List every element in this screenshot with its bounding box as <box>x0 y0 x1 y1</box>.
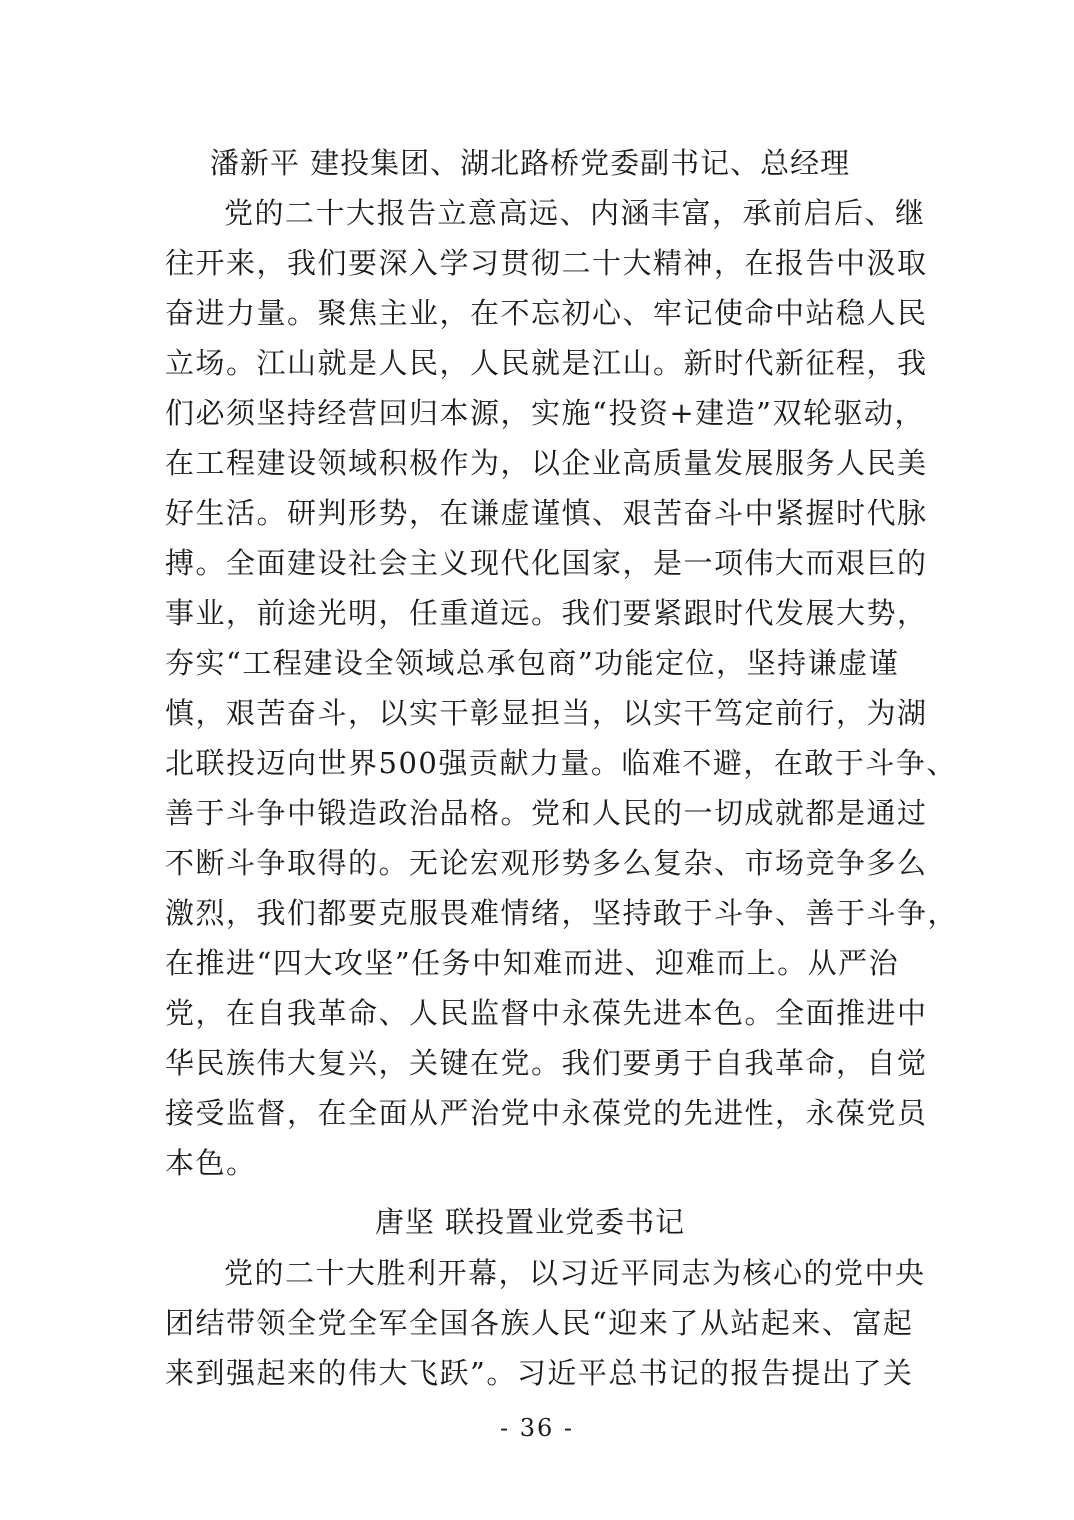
section-heading-tang-jian: 唐坚 联投置业党委书记 <box>374 1205 686 1239</box>
paragraph-line: 党的二十大报告立意高远、内涵丰富，承前启后、继 <box>224 196 926 230</box>
paragraph-line: 好生活。研判形势，在谦虚谨慎、艰苦奋斗中紧握时代脉 <box>165 496 928 530</box>
paragraph-line: 慎，艰苦奋斗，以实干彰显担当，以实干笃定前行，为湖 <box>165 696 928 730</box>
paragraph-line: 们必须坚持经营回归本源，实施“投资+建造”双轮驱动， <box>165 396 925 430</box>
paragraph-line: 奋进力量。聚焦主业，在不忘初心、牢记使命中站稳人民 <box>165 296 928 330</box>
paragraph-line: 立场。江山就是人民，人民就是江山。新时代新征程，我 <box>165 346 928 380</box>
paragraph-line: 党，在自我革命、人民监督中永葆先进本色。全面推进中 <box>165 996 928 1030</box>
paragraph-line: 在推进“四大攻坚”任务中知难而进、迎难而上。从严治 <box>165 946 900 980</box>
paragraph-line: 党的二十大胜利开幕，以习近平同志为核心的党中央 <box>224 1256 926 1290</box>
paragraph-line: 来到强起来的伟大飞跃”。习近平总书记的报告提出了关 <box>165 1356 914 1390</box>
paragraph-line: 搏。全面建设社会主义现代化国家，是一项伟大而艰巨的 <box>165 546 928 580</box>
page-number: - 36 - <box>499 1414 574 1442</box>
paragraph-line: 夯实“工程建设全领域总承包商”功能定位，坚持谦虚谨 <box>165 646 900 680</box>
paragraph-line: 激烈，我们都要克服畏难情绪，坚持敢于斗争、善于斗争， <box>165 896 959 930</box>
paragraph-line: 善于斗争中锻造政治品格。党和人民的一切成就都是通过 <box>165 796 928 830</box>
paragraph-line: 华民族伟大复兴，关键在党。我们要勇于自我革命，自觉 <box>165 1046 928 1080</box>
section-heading-pan-xinping: 潘新平 建投集团、湖北路桥党委副书记、总经理 <box>209 146 851 180</box>
paragraph-line: 事业，前途光明，任重道远。我们要紧跟时代发展大势， <box>165 596 928 630</box>
paragraph-line: 本色。 <box>165 1146 257 1180</box>
paragraph-line: 团结带领全党全军全国各族人民“迎来了从站起来、富起 <box>165 1306 914 1340</box>
paragraph-line: 接受监督，在全面从严治党中永葆党的先进性，永葆党员 <box>165 1096 928 1130</box>
paragraph-line: 北联投迈向世界500强贡献力量。临难不避，在敢于斗争、 <box>165 746 957 780</box>
paragraph-line: 不断斗争取得的。无论宏观形势多么复杂、市场竞争多么 <box>165 846 928 880</box>
paragraph-line: 往开来，我们要深入学习贯彻二十大精神，在报告中汲取 <box>165 246 928 280</box>
paragraph-line: 在工程建设领域积极作为，以企业高质量发展服务人民美 <box>165 446 928 480</box>
